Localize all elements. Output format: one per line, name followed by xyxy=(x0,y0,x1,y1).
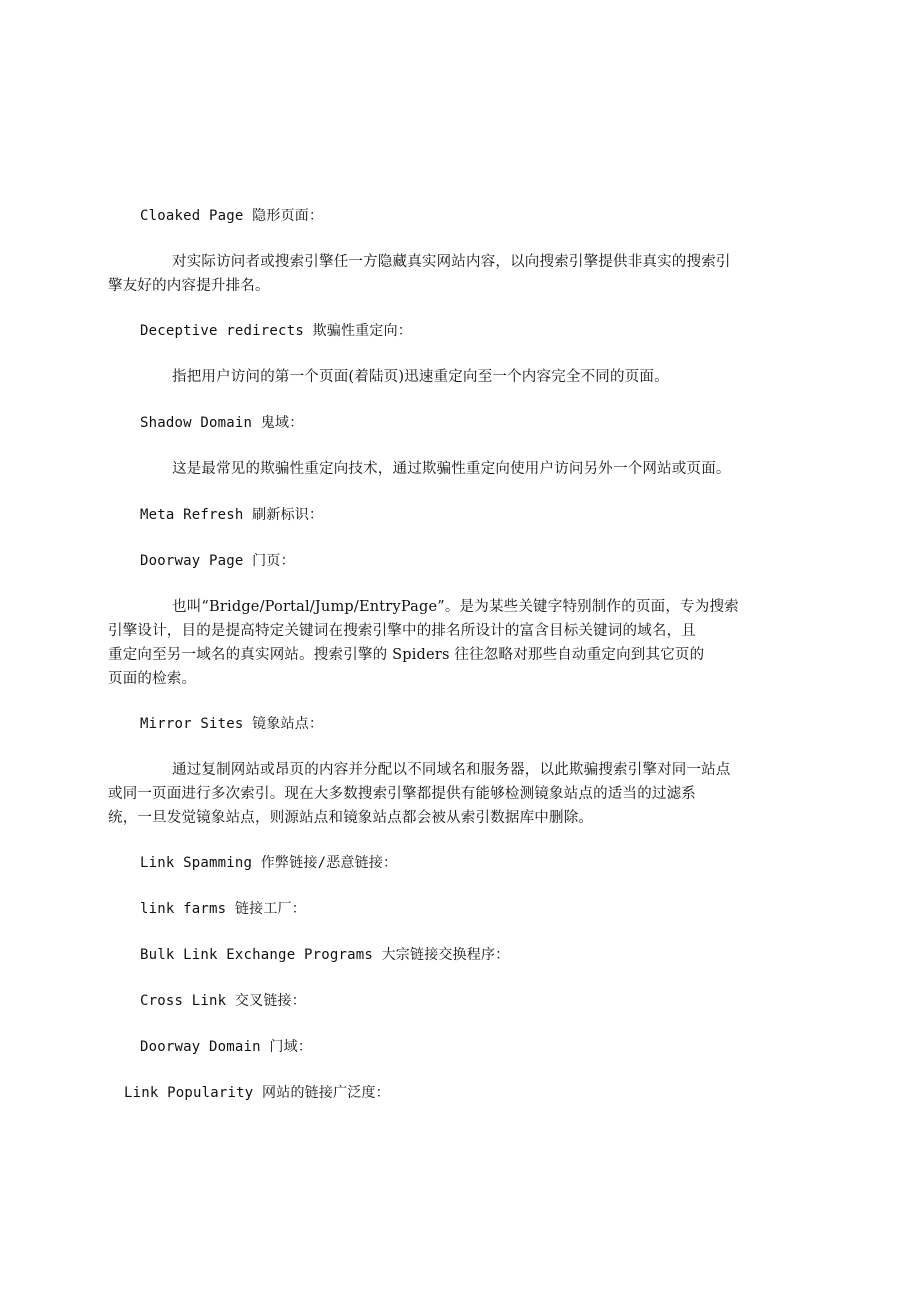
text-line: 擎友好的内容提升排名。 xyxy=(108,278,270,294)
text-line: 这是最常见的欺骗性重定向技术，通过欺骗性重定向使用户访问另外一个网站或页面。 xyxy=(172,461,731,477)
heading-link-farms: link farms 链接工厂： xyxy=(140,901,306,917)
heading-mirror-sites: Mirror Sites 镜象站点： xyxy=(140,716,324,732)
text-line: 指把用户访问的第一个页面(着陆页)迅速重定向至一个内容完全不同的页面。 xyxy=(172,369,669,385)
text-line: 也叫“Bridge/Portal/Jump/EntryPage”。是为某些关键字特别制作的页面，专为搜索 xyxy=(172,599,739,615)
text-line: 统，一旦发觉镜象站点，则源站点和镜象站点都会被从索引数据库中删除。 xyxy=(108,810,594,826)
text-line: 引擎设计，目的是提高特定关键词在搜索引擎中的排名所设计的富含目标关键词的域名，且 xyxy=(108,623,696,639)
heading-doorway-domain: Doorway Domain 门域： xyxy=(140,1039,313,1055)
heading-cloaked-page: Cloaked Page 隐形页面： xyxy=(140,208,324,224)
heading-deceptive-redirects: Deceptive redirects 欺骗性重定向： xyxy=(140,323,412,339)
paragraph-shadow-domain xyxy=(140,457,790,481)
text-line: 重定向至另一域名的真实网站。搜索引擎的 Spiders 往往忽略对那些自动重定向到其它页的 xyxy=(108,647,705,663)
text-line: 对实际访问者或搜索引擎任一方隐藏真实网站内容，以向搜索引擎提供非真实的搜索引 xyxy=(172,254,731,270)
text-line: 通过复制网站或昂页的内容并分配以不同域名和服务器，以此欺骗搜索引擎对同一站点 xyxy=(172,762,731,778)
paragraph-cloaked-page xyxy=(108,250,790,298)
heading-doorway-page: Doorway Page 门页： xyxy=(140,553,295,569)
heading-cross-link: Cross Link 交叉链接： xyxy=(140,993,306,1009)
paragraph-deceptive-redirects xyxy=(140,365,790,389)
text-line: 页面的检索。 xyxy=(108,671,197,687)
paragraph-mirror-sites xyxy=(108,758,790,830)
heading-bulk-link-exchange: Bulk Link Exchange Programs 大宗链接交换程序： xyxy=(140,947,510,963)
heading-link-spamming: Link Spamming 作弊链接/恶意链接： xyxy=(140,855,398,871)
paragraph-doorway-page xyxy=(108,595,790,691)
heading-shadow-domain: Shadow Domain 鬼域： xyxy=(140,415,304,431)
text-line: 或同一页面进行多次索引。现在大多数搜索引擎都提供有能够检测镜象站点的适当的过滤系 xyxy=(108,786,696,802)
heading-meta-refresh: Meta Refresh 刷新标识： xyxy=(140,507,324,523)
heading-link-popularity: Link Popularity 网站的链接广泛度： xyxy=(124,1085,390,1101)
